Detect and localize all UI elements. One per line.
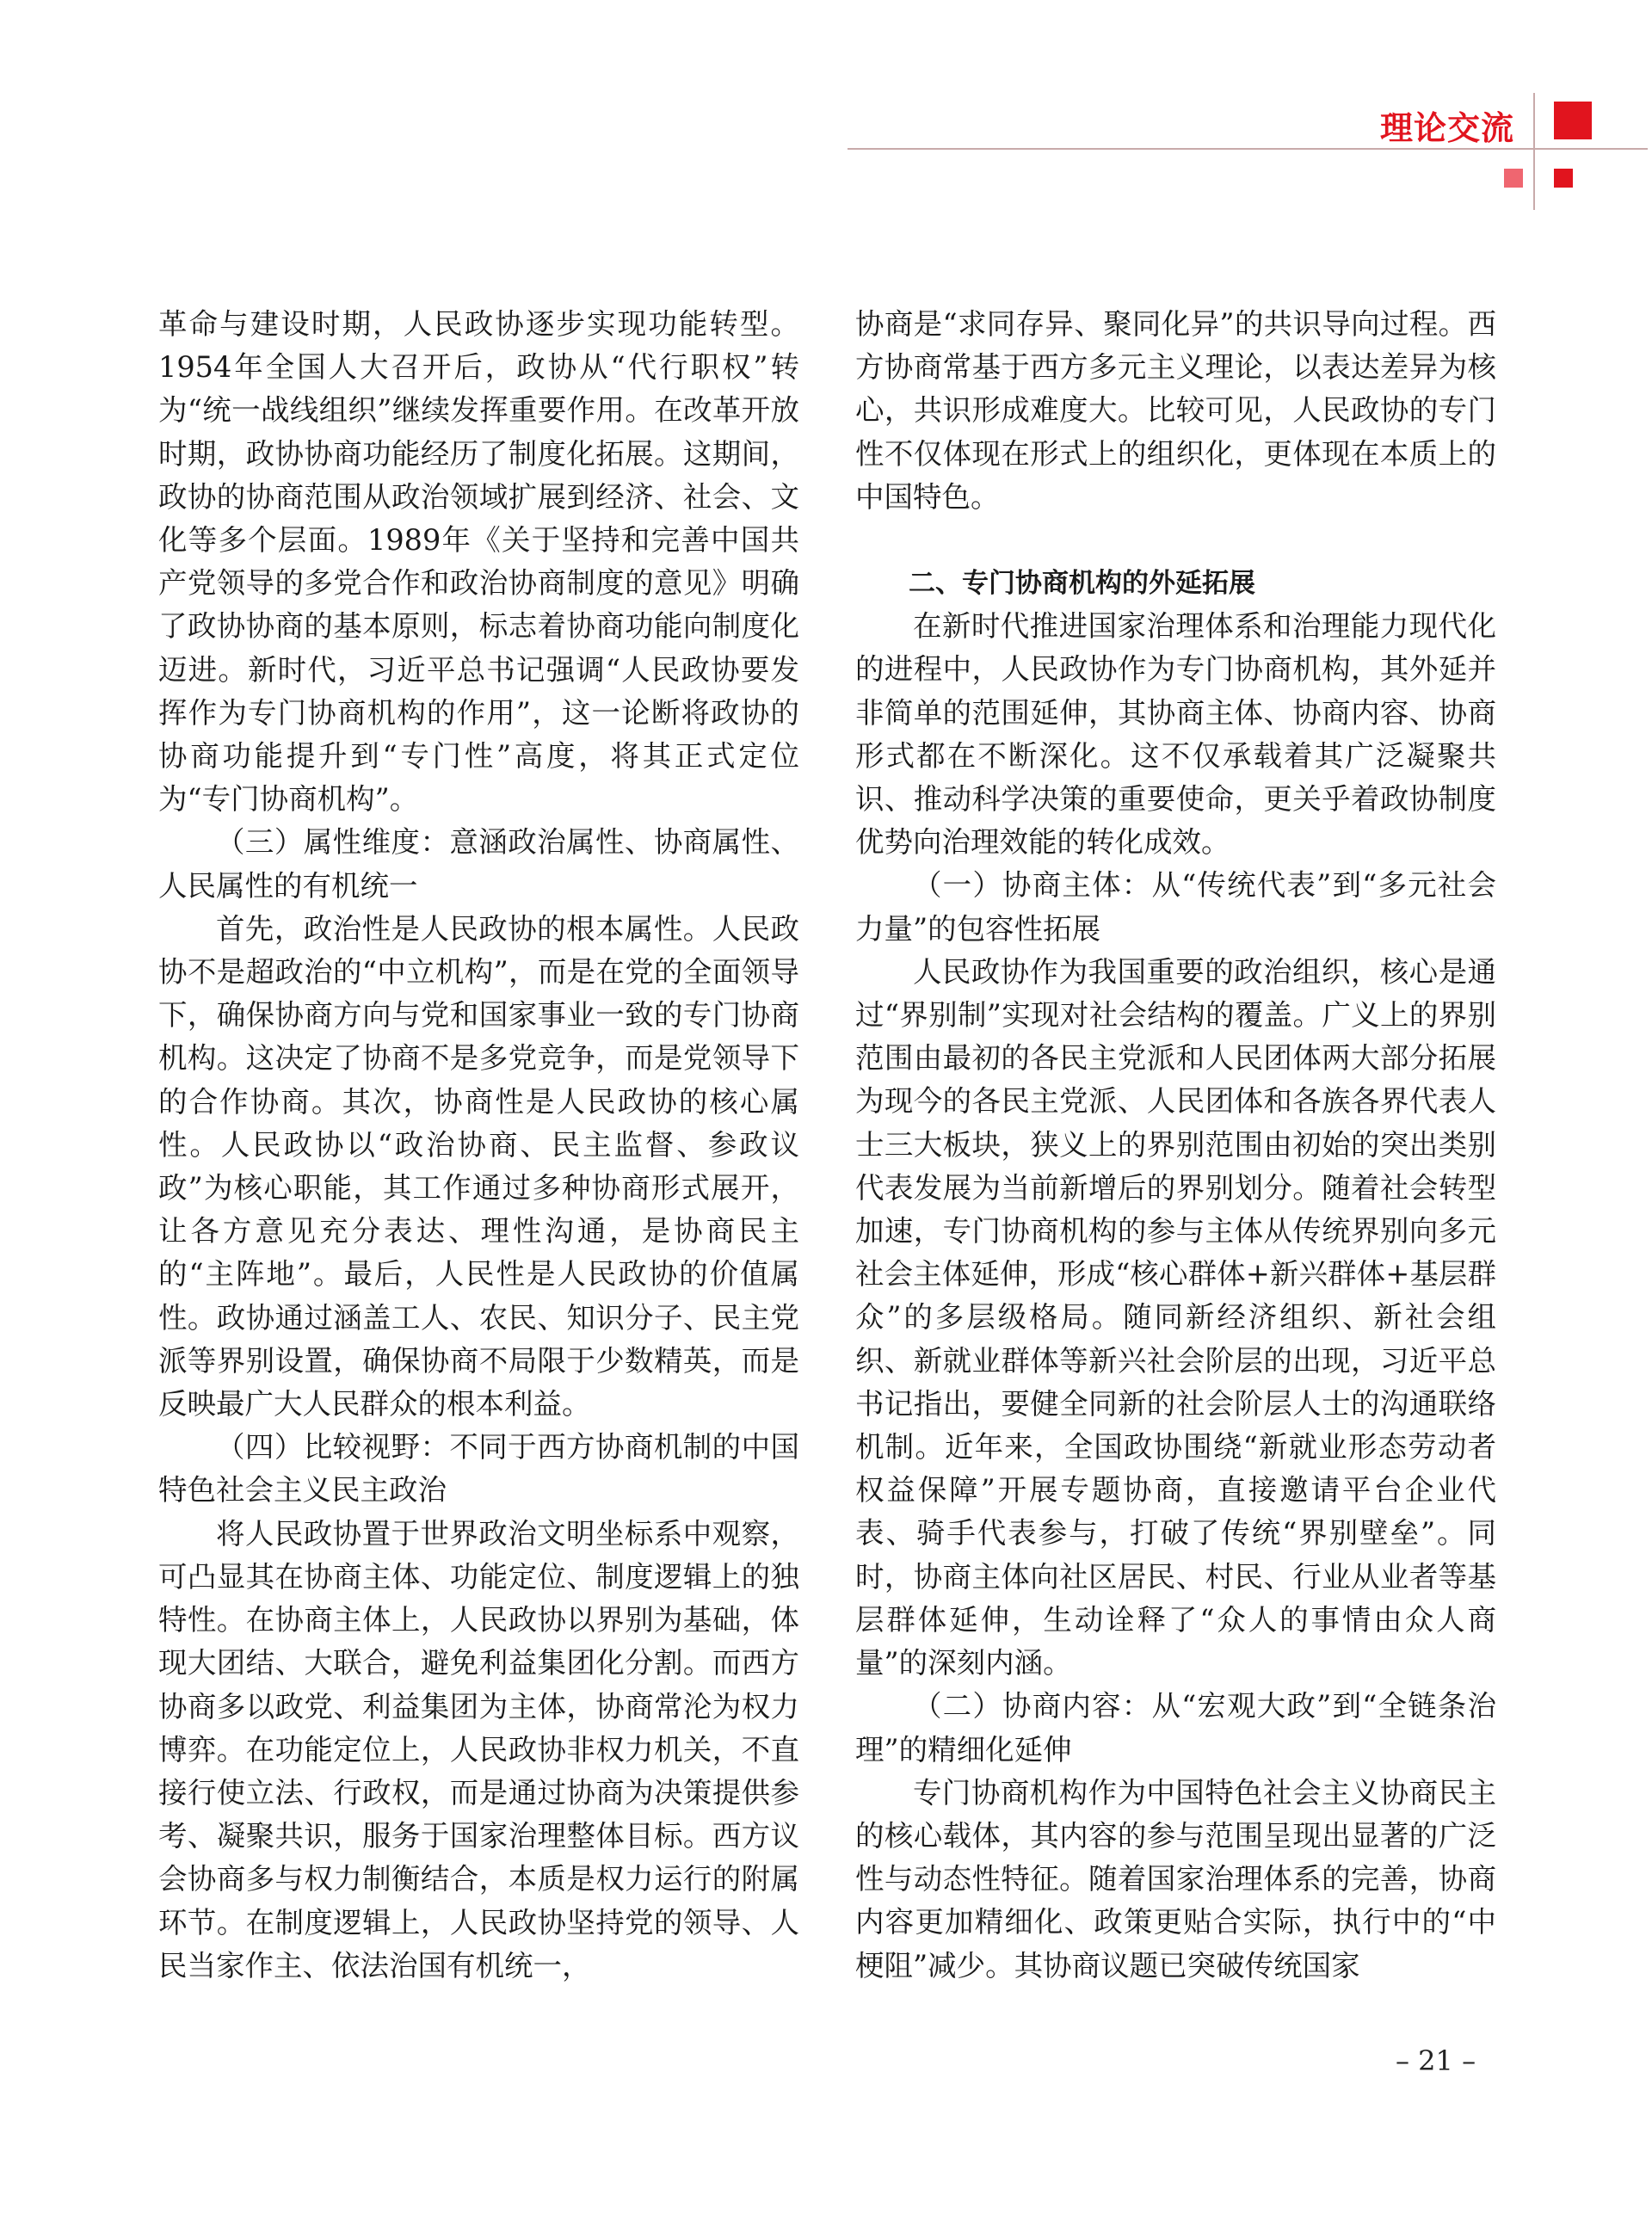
section-heading: 二、专门协商机构的外延拓展 bbox=[909, 568, 1255, 600]
paragraph: 专门协商机构作为中国特色社会主义协商民主的核心载体，其内容的参与范围呈现出显著的广泛性与动态性特征。随着国家治理体系的完善，协商内容更加精细化、政策更贴合实际，执行中的“中梗阻”减少。其协商议题已突破传统国家 bbox=[855, 1775, 1496, 1982]
paragraph: 首先，政治性是人民政协的根本属性。人民政协不是超政治的“中立机构”，而是在党的全面领导下，确保协商方向与党和国家事业一致的专门协商机构。这决定了协商不是多党竞争，而是党领导下的合作协商。其次，协商性是人民政协的核心属性。人民政协以“政治协商、民主监督、参政议政”为核心职能，其工作通过多种协商形式展开，让各方意见充分表达、理性沟通，是协商民主的“主阵地”。最后，人民性是人民政协的价值属性。政协通过涵盖工人、农民、知识分子、民主党派等界别设置，确保协商不局限于少数精英，而是反映最广大人民群众的根本利益。 bbox=[158, 911, 799, 1421]
page-number: – 21 – bbox=[1396, 2044, 1476, 2077]
right-column bbox=[855, 303, 1496, 1988]
header-rule bbox=[848, 148, 1648, 150]
paragraph: 在新时代推进国家治理体系和治理能力现代化的进程中，人民政协作为专门协商机构，其外延并非简单的范围延伸，其协商主体、协商内容、协商形式都在不断深化。这不仅承载着其广泛凝聚共识、推动科学决策的重要使命，更关乎着政协制度优势向治理效能的转化成效。 bbox=[855, 609, 1496, 860]
paragraph: （一）协商主体：从“传统代表”到“多元社会力量”的包容性拓展 bbox=[855, 868, 1496, 946]
paragraph: （三）属性维度：意涵政治属性、协商属性、人民属性的有机统一 bbox=[158, 825, 799, 903]
section-title: 理论交流 bbox=[1379, 109, 1514, 147]
header-accent-square-small-1 bbox=[1504, 169, 1523, 188]
paragraph-gap bbox=[855, 519, 1496, 562]
paragraph: 人民政协作为我国重要的政治组织，核心是通过“界别制”实现对社会结构的覆盖。广义上的界别范围由最初的各民主党派和人民团体两大部分拓展为现今的各民主党派、人民团体和各族各界代表人士三大板块，狭义上的界别范围由初始的突出类别代表发展为当前新增后的界别划分。随着社会转型加速，专门协商机构的参与主体从传统界别向多元社会主体延伸，形成“核心群体+新兴群体+基层群众”的多层级格局。随同新经济组织、新社会组织、新就业群体等新兴社会阶层的出现，习近平总书记指出，要健全同新的社会阶层人士的沟通联络机制。近年来，全国政协围绕“新就业形态劳动者权益保障”开展专题协商，直接邀请平台企业代表、骑手代表参与，打破了传统“界别壁垒”。同时，协商主体向社区居民、村民、行业从业者等基层群体延伸，生动诠释了“众人的事情由众人商量”的深刻内涵。 bbox=[855, 954, 1496, 1680]
paragraph: （二）协商内容：从“宏观大政”到“全链条治理”的精细化延伸 bbox=[855, 1689, 1496, 1767]
header-vertical-rule bbox=[1533, 93, 1535, 210]
left-column bbox=[158, 303, 799, 1988]
header-accent-square-small-2 bbox=[1554, 169, 1573, 188]
paragraph: 协商是“求同存异、聚同化异”的共识导向过程。西方协商常基于西方多元主义理论，以表达差异为核心，共识形成难度大。比较可见，人民政协的专门性不仅体现在形式上的组织化，更体现在本质上的中国特色。 bbox=[855, 307, 1496, 514]
paragraph: （四）比较视野：不同于西方协商机制的中国特色社会主义民主政治 bbox=[158, 1430, 799, 1508]
header-accent-square bbox=[1554, 102, 1592, 139]
paragraph: 革命与建设时期，人民政协逐步实现功能转型。1954年全国人大召开后，政协从“代行职权”转为“统一战线组织”继续发挥重要作用。在改革开放时期，政协协商功能经历了制度化拓展。这期间，政协的协商范围从政治领域扩展到经济、社会、文化等多个层面。1989年《关于坚持和完善中国共产党领导的多党合作和政治协商制度的意见》明确了政协协商的基本原则，标志着协商功能向制度化迈进。新时代，习近平总书记强调“人民政协要发挥作为专门协商机构的作用”，这一论断将政协的协商功能提升到“专门性”高度，将其正式定位为“专门协商机构”。 bbox=[158, 307, 799, 817]
paragraph: 将人民政协置于世界政治文明坐标系中观察，可凸显其在协商主体、功能定位、制度逻辑上的独特性。在协商主体上，人民政协以界别为基础，体现大团结、大联合，避免利益集团化分割。而西方协商多以政党、利益集团为主体，协商常沦为权力博弈。在功能定位上，人民政协非权力机关，不直接行使立法、行政权，而是通过协商为决策提供参考、凝聚共识，服务于国家治理整体目标。西方议会协商多与权力制衡结合，本质是权力运行的附属环节。在制度逻辑上，人民政协坚持党的领导、人民当家作主、依法治国有机统一， bbox=[158, 1516, 799, 1982]
